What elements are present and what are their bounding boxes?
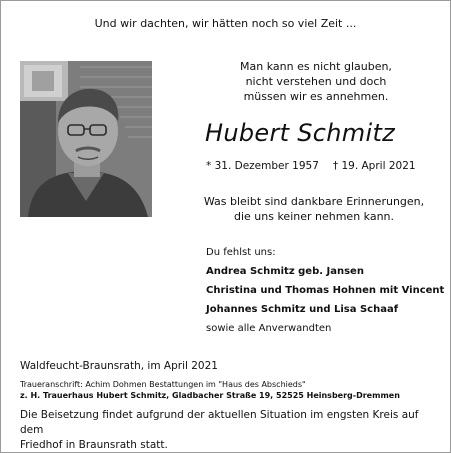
address-line: z. H. Trauerhaus Hubert Schmitz, Gladbacher Straße 19, 52525 Heinsberg-Dremmen xyxy=(20,391,400,400)
mourner-name: Christina und Thomas Hohnen mit Vincent xyxy=(206,285,445,296)
address-block xyxy=(20,379,400,401)
deceased-name: Hubert Schmitz xyxy=(205,119,396,147)
funeral-note-line: Die Beisetzung findet aufgrund der aktuellen Situation im engsten Kreis auf dem xyxy=(20,409,419,436)
mourner-name: Andrea Schmitz geb. Jansen xyxy=(206,266,364,277)
address-line: Traueranschrift: Achim Dohmen Bestattungen im "Haus des Abschieds" xyxy=(20,380,306,389)
life-dates xyxy=(206,160,416,172)
mourner-name: Johannes Schmitz und Lisa Schaaf xyxy=(206,304,399,315)
mourners-intro: Du fehlst uns: xyxy=(206,247,276,258)
place-date: Waldfeucht-Braunsrath, im April 2021 xyxy=(20,360,218,372)
memory-line: Was bleibt sind dankbare Erinnerungen, xyxy=(203,195,425,208)
memory-quote xyxy=(194,194,434,224)
mourners-list xyxy=(206,243,444,338)
portrait-photo xyxy=(20,61,152,217)
quote-line: nicht verstehen und doch xyxy=(245,75,387,88)
quote-block xyxy=(201,59,431,104)
quote-line: Man kann es nicht glauben, xyxy=(240,60,392,73)
funeral-note xyxy=(20,408,440,453)
quote-line: müssen wir es annehmen. xyxy=(243,90,389,103)
memory-line: die uns keiner nehmen kann. xyxy=(233,210,395,223)
top-quote: Und wir dachten, wir hätten noch so viel Zeit ... xyxy=(94,17,357,30)
death-date: † 19. April 2021 xyxy=(332,160,416,172)
birth-date: * 31. Dezember 1957 xyxy=(206,160,319,172)
mourners-closing: sowie alle Anverwandten xyxy=(206,323,332,334)
funeral-note-line: Friedhof in Braunsrath statt. xyxy=(20,439,168,451)
